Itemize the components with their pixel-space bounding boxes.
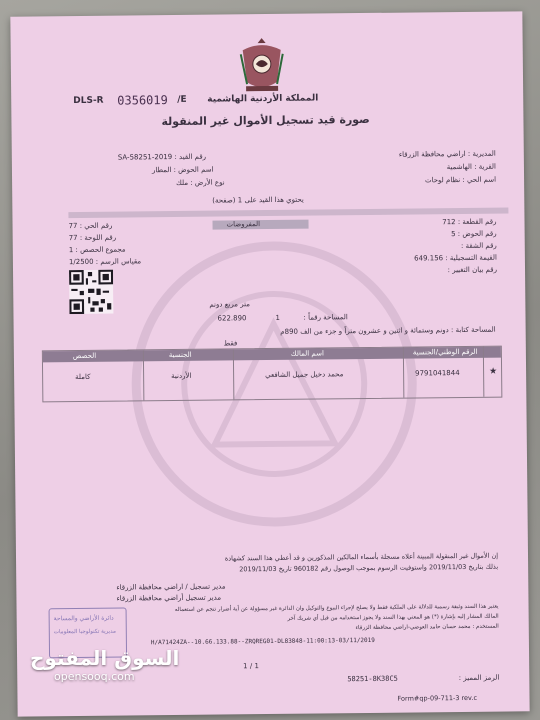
area-label: المساحة رقماً :: [303, 313, 348, 322]
neighborhood: اسم الحي : نظام لوحات: [424, 175, 497, 185]
page-note: يحتوي هذا القيد على 1 (صفحة): [212, 195, 304, 205]
serial-suffix: /E: [177, 94, 187, 105]
page-count: 1 / 1: [243, 662, 259, 671]
owner-mark: ★: [489, 366, 498, 377]
apartment-number: رقم الشقة :: [460, 241, 497, 250]
jordan-crest-icon: [237, 36, 288, 99]
doc-code: DLS-R: [73, 95, 104, 107]
village: القرية : الهاشمية: [446, 162, 496, 172]
area-value-dunum: 1: [275, 313, 281, 322]
basin-number: رقم الحوض : 5: [451, 229, 497, 239]
opensooq-logo-url: opensooq.com: [54, 670, 135, 683]
opensooq-logo: [30, 646, 179, 683]
certification-line-2: بذلك بتاريخ 2019/11/03 واستوفيت الرسوم بموجب الوصول رقم 960182 تاريخ 2019/11/03: [239, 562, 499, 574]
panel-number: رقم اللوحة : 77: [68, 233, 117, 243]
opensooq-logo-arabic: السوق المفتوح: [30, 646, 180, 670]
map-scale: مقياس الرسم : 1/2500: [68, 257, 142, 267]
owners-table: [42, 346, 503, 403]
certification-line-3: مدير تسجيل / اراضي محافظة الزرقاء: [116, 582, 226, 592]
area-written-end: فقط: [223, 339, 238, 348]
area-value-m2: 622.890: [217, 314, 247, 323]
registry-number: رقم القيد : 2019-SA-58251: [117, 152, 207, 162]
unique-code-label: الرمز المميز :: [458, 673, 500, 683]
qr-code-icon: [69, 270, 113, 314]
plot-number: رقم القطعة : 712: [442, 217, 497, 227]
form-number: Form#qp-09-711-3 rev.c: [397, 693, 478, 703]
neighborhood-number: رقم الحي : 77: [68, 221, 113, 231]
owner-national-id: 9791041844: [415, 369, 460, 378]
basin-name: اسم الحوض : المطار: [151, 165, 214, 175]
land-type: نوع الأرض : ملك: [176, 178, 225, 187]
registered-value: القيمة التسجيلية : 649.156: [414, 253, 497, 263]
owner-nationality: الأردنية: [171, 371, 192, 381]
kingdom-name: المملكة الأردنية الهاشمية: [207, 93, 319, 105]
section-label: المفروضات: [226, 220, 261, 229]
parcel-bar: [68, 207, 508, 218]
owner-name: محمد دخيل جميل الشافعي: [265, 370, 344, 380]
certification-line-1: إن الأموال غير المنقولة المبينة أعلاه مسجلة بأسماء المالكين المذكورين و قد أعطي هذا السند كشهادة: [224, 551, 499, 563]
stamp-subtext: مديرية تكنولوجيا المعلومات: [53, 628, 117, 636]
shares-total: مجموع الحصص : 1: [68, 245, 126, 255]
document-title: صورة قيد تسجيل الأموال غير المنقولة: [161, 112, 370, 129]
signer: المستخدم : محمد حسان حامد العوضي-اراضي محافظة الزرقاء: [355, 623, 499, 632]
note-2: المالك المشار إليه بإشارة (*) هو المعني بهذا السند ولا يجوز استخدامه من قبل أي شريك آخر: [287, 613, 499, 622]
unique-code: 58251-8K38C5: [347, 674, 398, 684]
header-national-id: الرقم الوطني/الجنسية: [412, 347, 478, 357]
serial-number: 0356019: [117, 93, 168, 108]
header-share: الحصص: [72, 351, 97, 361]
change-note: رقم بيان التغيير :: [447, 265, 498, 275]
certification-line-4: مدير تسجيل أراضي محافظة الزرقاء: [116, 593, 222, 603]
land-registry-document: [10, 11, 529, 716]
header-nationality: الجنسية: [168, 350, 192, 360]
area-units: متر مربع دونم: [209, 300, 250, 309]
trace-code: H/A71424ZA--10.66.133.88--ZRQREG01-DL83848-11:00:13-03/11/2019: [150, 636, 375, 647]
directorate: المديرية : اراضي محافظة الزرقاء: [398, 149, 496, 159]
owner-share: كاملة: [75, 372, 91, 382]
note-1: يعتبر هذا السند وثيقة رسمية للدلالة على الملكية فقط ولا يصلح لإجراء البيوع والتوكيل وان الدائرة غير مسؤولة عن أية أضرار تنجم عن استعماله: [174, 603, 499, 614]
stamp-text: دائرة الأراضي والمساحة: [53, 614, 114, 623]
area-written: المساحة كتابة : دونم وستمائة و اثنين و عشرون متراً و جزء من الف 890م: [280, 325, 496, 336]
header-owner-name: اسم المالك: [290, 349, 324, 358]
